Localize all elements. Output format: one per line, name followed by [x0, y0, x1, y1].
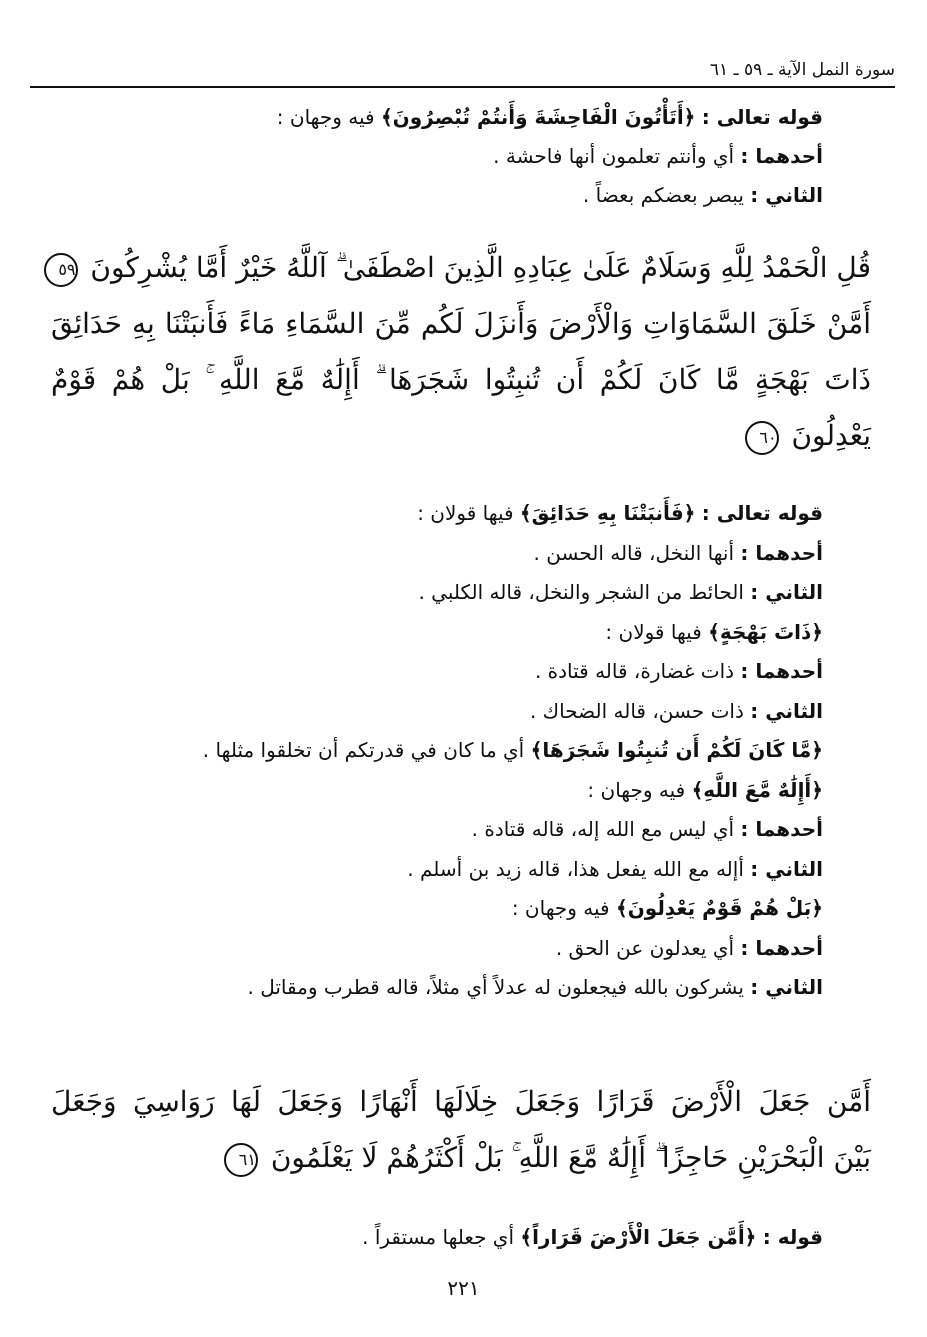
ayah-number-61: ٦١: [224, 1143, 258, 1177]
commentary-line: [103, 1218, 823, 1257]
quran-line: [51, 408, 871, 464]
quran-verse-61: [51, 1074, 871, 1186]
quran-quote: ﴿فَأَنبَتْنَا بِهِ حَدَائِقَ﴾: [519, 501, 696, 525]
quran-quote: ﴿أَإِلَٰهٌ مَّعَ اللَّهِ﴾: [691, 777, 823, 802]
line-label: قوله تعالى :: [701, 105, 823, 129]
line-text: أي جعلها مستقراً .: [362, 1225, 514, 1249]
verse-text: قُلِ الْحَمْدُ لِلَّهِ وَسَلَامٌ عَلَىٰ عِبَادِهِ الَّذِينَ اصْطَفَىٰ ۗ آللَّهُ خَيْرٌ أَمَّا يُشْرِكُونَ: [90, 251, 871, 284]
line-text: ذات حسن، قاله الضحاك .: [529, 698, 744, 723]
commentary-line: [103, 810, 823, 850]
commentary-line: [103, 534, 823, 574]
verse-text: أَمَّنْ خَلَقَ السَّمَاوَاتِ وَالْأَرْضَ وَأَنزَلَ لَكُم مِّنَ السَّمَاءِ مَاءً فَأَنبَتْنَا بِهِ حَدَائِقَ: [51, 307, 871, 340]
line-text: فيها قولان :: [417, 501, 514, 525]
commentary-line: [103, 731, 823, 771]
commentary-block-3: [103, 1218, 823, 1257]
quran-line: [51, 296, 871, 352]
commentary-line: [103, 968, 823, 1008]
line-label: قوله تعالى :: [701, 501, 823, 525]
commentary-line: [123, 98, 823, 137]
line-label: أحدهما :: [740, 817, 823, 841]
commentary-line: [103, 494, 823, 534]
quran-line: [51, 240, 871, 296]
page-number: ٢٢١: [447, 1276, 480, 1300]
commentary-line: [103, 771, 823, 811]
quran-quote: ﴿بَلْ هُمْ قَوْمٌ يَعْدِلُونَ﴾: [615, 896, 823, 920]
quran-quote: ﴿أَمَّن جَعَلَ الْأَرْضَ قَرَاراً﴾: [520, 1225, 757, 1249]
line-text: ذات غضارة، قاله قتادة .: [534, 659, 735, 683]
commentary-line: [103, 613, 823, 653]
line-label: أحدهما :: [740, 659, 823, 683]
verse-text: يَعْدِلُونَ: [791, 419, 871, 452]
commentary-line: [103, 850, 823, 890]
commentary-line: [103, 652, 823, 692]
quran-quote: ﴿ذَاتَ بَهْجَةٍ﴾: [708, 619, 823, 644]
line-text: الحائط من الشجر والنخل، قاله الكلبي .: [418, 580, 744, 604]
verse-text: أَمَّن جَعَلَ الْأَرْضَ قَرَارًا وَجَعَلَ خِلَالَهَا أَنْهَارًا وَجَعَلَ لَهَا رَوَاسِيَ وَجَعَلَ: [51, 1085, 871, 1118]
line-label: الثاني :: [750, 856, 823, 881]
line-text: أنها النخل، قاله الحسن .: [533, 540, 735, 565]
line-label: الثاني :: [750, 183, 823, 207]
quran-line: [51, 352, 871, 408]
quran-verses-59-60: [51, 240, 871, 464]
commentary-line: [103, 929, 823, 969]
line-text: يشركون بالله فيجعلون له عدلاً أي مثلاً، قاله قطرب ومقاتل .: [247, 975, 744, 999]
line-text: أي وأنتم تعلمون أنها فاحشة .: [493, 144, 735, 168]
quran-line: [51, 1074, 871, 1130]
commentary-line: [103, 573, 823, 613]
commentary-line: [103, 692, 823, 732]
line-text: أي ما كان في قدرتكم أن تخلقوا مثلها .: [202, 738, 525, 762]
line-text: فيه وجهان :: [276, 105, 375, 129]
commentary-line: [123, 137, 823, 176]
ayah-number-60: ٦٠: [745, 421, 779, 455]
line-label: أحدهما :: [740, 935, 823, 960]
quran-line: [51, 1130, 871, 1186]
line-text: أإله مع الله يفعل هذا، قاله زيد بن أسلم .: [407, 856, 744, 881]
line-label: أحدهما :: [740, 144, 823, 168]
line-label: الثاني :: [750, 975, 823, 999]
line-text: فيها قولان :: [605, 619, 702, 644]
line-label: الثاني :: [750, 698, 823, 723]
commentary-line: [103, 889, 823, 929]
commentary-block-1: [123, 98, 823, 215]
line-text: فيه وجهان :: [587, 777, 686, 802]
quran-quote: ﴿مَّا كَانَ لَكُمْ أَن تُنبِتُوا شَجَرَهَا﴾: [530, 738, 823, 762]
running-title: سورة النمل الآية ـ ٥٩ ـ ٦١: [709, 60, 895, 80]
ayah-number-59: ٥٩: [44, 253, 78, 287]
verse-text: ذَاتَ بَهْجَةٍ مَّا كَانَ لَكُمْ أَن تُنبِتُوا شَجَرَهَا ۗ أَإِلَٰهٌ مَّعَ اللَّهِ ۚ بَلْ هُمْ قَوْمٌ: [51, 363, 871, 396]
verse-text: بَيْنَ الْبَحْرَيْنِ حَاجِزًا ۗ أَإِلَٰهٌ مَّعَ اللَّهِ ۚ بَلْ أَكْثَرُهُمْ لَا يَعْلَمُونَ: [270, 1141, 871, 1174]
line-text: يبصر بعضكم بعضاً .: [582, 183, 744, 207]
line-text: أي يعدلون عن الحق .: [555, 935, 735, 960]
commentary-line: [123, 176, 823, 215]
line-text: أي ليس مع الله إله، قاله قتادة .: [471, 817, 735, 841]
commentary-block-2: [103, 494, 823, 1008]
line-label: الثاني :: [750, 580, 823, 604]
running-header: [30, 56, 895, 88]
line-label: قوله :: [762, 1225, 823, 1249]
line-label: أحدهما :: [740, 540, 823, 565]
quran-quote: ﴿أَتَأْتُونَ الْفَاحِشَةَ وَأَنتُمْ تُبْصِرُونَ﴾: [380, 105, 696, 129]
line-text: فيه وجهان :: [511, 896, 610, 920]
